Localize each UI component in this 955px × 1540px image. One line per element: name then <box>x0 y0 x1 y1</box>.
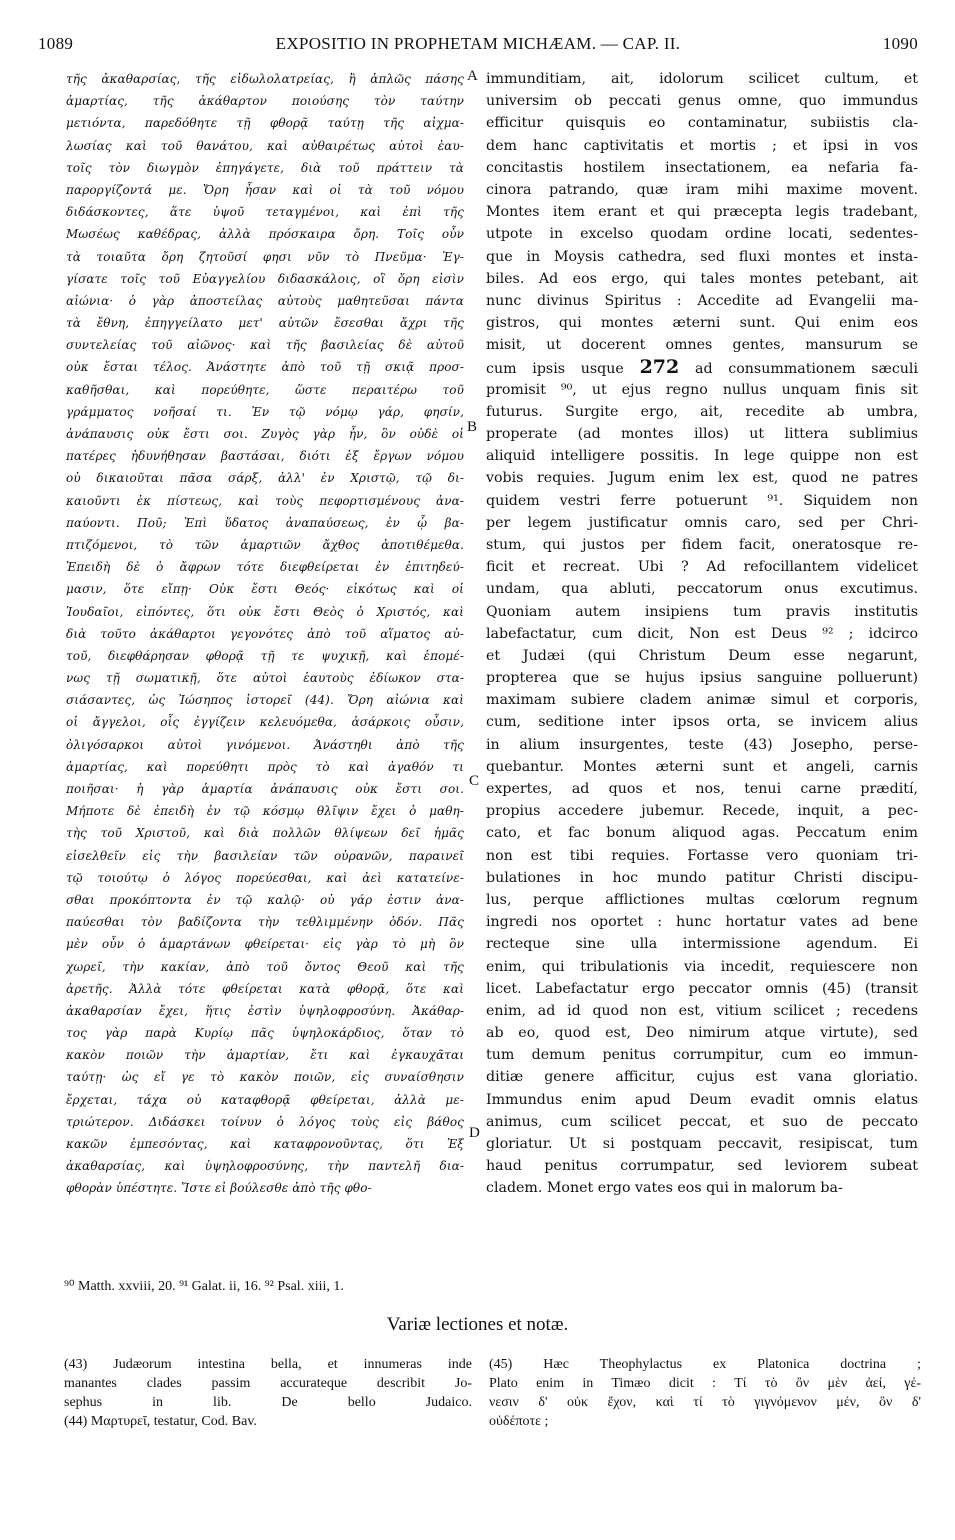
greek-line: οὐ δικαιοῦται πᾶσα σάρξ, ἀλλ' ἐν Χριστῷ, τῷ δι- <box>66 471 464 486</box>
greek-line: πτιζόμενοι, τὸ τῶν ἁμαρτιῶν ἄχθος ἀποτιθέμεθα. <box>66 537 464 552</box>
note-line: (45) Hæc Theophylactus ex Platonica doctrina ; <box>489 1357 921 1372</box>
latin-line: expertes, ad quos et nos, tenui carne prædití, <box>486 781 918 797</box>
latin-line: propius accedere jubemur. Recede, inquit, a pec- <box>486 803 918 820</box>
latin-line: quidem vestri ferre potuerunt ⁹¹. Siquidem non <box>486 492 918 509</box>
greek-line: γράμματος νοῆσαί τι. Ἐν τῷ νόμῳ γάρ, φησίν, <box>66 404 464 419</box>
latin-line: efficitur quisquis eo contaminatur, subiistis cla- <box>486 115 918 132</box>
latin-line: et Judæi (qui Christum Deum esse negarunt, <box>486 647 918 664</box>
latin-line: cinora patrando, quæ iram mihi maxime movent. <box>486 181 918 198</box>
notes-left <box>64 1355 472 1431</box>
greek-line: ἔρχεται, τάχα οὐ καταφθορᾷ φθείρεται, ἀλλὰ με- <box>66 1092 464 1107</box>
greek-line: ἀνάπαυσις οὐκ ἔστι σοι. Ζυγὸς γὰρ ἦν, ὃν οὐδὲ οἱ <box>66 427 464 441</box>
note-line: manantes clades passim accurateque describit Jo- <box>64 1376 472 1391</box>
latin-line: promisit ⁹⁰, ut ejus regno nullus unquam finis sit <box>486 381 918 398</box>
latin-line: concitastis hostilem insectationem, ea nefaria fa- <box>486 159 918 176</box>
greek-line: τοῦ, διεφθάρησαν φθορᾷ τῇ τε ψυχικῇ, καὶ ἑπομέ- <box>66 648 464 663</box>
latin-line: Immundus enim apud Deum evadit omnis elatus <box>486 1091 918 1108</box>
margin-letter-b: B <box>467 419 478 435</box>
greek-line: τὰ ἔθνη, ἐπηγγείλατο μετ' αὐτῶν ἔσεσθαι ἄχρι τῆς <box>66 316 464 331</box>
greek-line: αἰώνια· ὁ γὰρ ἀποστείλας αὐτοὺς μαθητεῦσαι πάντα <box>66 293 464 308</box>
greek-line: ὀλιγόσαρκοι αὐτοὶ γινόμενοι. Ἀνάστηθι ἀπὸ τῆς <box>66 737 464 752</box>
greek-line: οὐκ ἔσται τέλος. Ἀνάστητε ἀπὸ τοῦ τῇ σκιᾷ προσ- <box>66 360 464 375</box>
greek-line: Ἰουδαῖοι, εἰπόντες, ὅτι οὐκ ἔστι Θεὸς ὁ Χριστός, καὶ <box>66 604 464 619</box>
latin-line: ditiæ genere afficitur, cujus est vana gloriatio. <box>486 1069 918 1086</box>
greek-line: εἰσελθεῖν εἰς τὴν βασιλείαν τῶν οὐρανῶν, παραινεῖ <box>66 848 464 863</box>
greek-line: κακῶν ἐμπεσόντας, καὶ καταφρονοῦντας, ὅτι Ἐξ <box>66 1137 464 1151</box>
greek-line: σθαι προκόπτοντα ἐν τῷ καλῷ· οὐ γάρ ἐστιν ἀνα- <box>66 892 464 907</box>
latin-line: ab eo, quod est, Deo nimirum atque virtute), sed <box>486 1025 918 1042</box>
notes-heading: Variæ lectiones et notæ. <box>386 1314 569 1335</box>
note-line: (44) Μαρτυρεῖ, testatur, Cod. Bav. <box>64 1414 257 1429</box>
latin-line: quebantur. Montes æterni sunt et angeli, carnis <box>486 758 918 775</box>
latin-line: cladem. Monet ergo vates eos qui in malorum ba- <box>486 1180 843 1197</box>
greek-line: φθορὰν ὑπέστητε. Ἴστε εἰ βούλεσθε ἀπὸ τῆς φθο- <box>66 1181 372 1196</box>
latin-line: lus, perque afflictiones multas cœlorum regnum <box>486 891 918 908</box>
greek-line: συντελείας τοῦ αἰῶνος· καὶ τῆς βασιλείας δὲ αὐτοῦ <box>66 338 464 353</box>
greek-line: νως τῇ σωματικῇ, ὅτε αὐτοὶ ἑαυτοὺς ἐδίωκον στα- <box>66 671 464 686</box>
latin-line: Montes item erant et qui præcepta legis tradebant, <box>486 204 918 221</box>
greek-line: τῷ τοιούτῳ ὁ λόγος πορεύεσθαι, καὶ ἀεὶ κατατείνε- <box>66 870 464 885</box>
greek-line: πατέρες ἠδυνήθησαν βαστάσαι, διότι ἐξ ἔργων νόμου <box>66 449 464 464</box>
page-number-right: 1090 <box>882 34 918 53</box>
greek-line: διὰ τοῦτο ἀκάθαρτοι γεγονότες ἀπὸ τοῦ αἵματος αὐ- <box>66 626 464 641</box>
latin-line: in alium insurgentes, teste (43) Josepho, perse- <box>486 736 918 753</box>
greek-line: ἀκαθαρσίαν ἔχει, ἥτις ἐστὶν ὑψηλοφροσύνη. Ἀκάθαρ- <box>66 1003 464 1018</box>
latin-column <box>486 68 918 1200</box>
latin-line: biles. Ad eos ergo, qui tales montes petebant, ait <box>486 270 918 287</box>
running-title: EXPOSITIO IN PROPHETAM MICHÆAM. — CAP. II. <box>275 34 681 53</box>
latin-line: dem hanc captivitatis et mortis ; et ipsi in vos <box>486 137 918 154</box>
greek-line: τὰ τοιαῦτα ὄρη ζητοῦσί φησι νῦν τὸ Πνεῦμα· Ἐγ- <box>66 249 464 264</box>
greek-line: ἁμαρτίας, τῆς ἀκάθαρτον ποιούσης τὸν ταύτην <box>66 94 464 109</box>
latin-line: propterea que se hujus ipsius sanguine polluerunt) <box>486 670 918 687</box>
greek-line: ἀρετῆς. Ἀλλὰ τότε φθείρεται κατὰ φθορᾷ, ὅτε καὶ <box>66 981 464 996</box>
note-line: sephus in lib. De bello Judaico. <box>64 1395 472 1410</box>
latin-line: ficit et recreat. Ubi ? Ad refocillantem videlicet <box>486 559 918 576</box>
greek-line: ἀκαθαρσίας, καὶ ὑψηλοφροσύνης, τὴν παντελῆ δια- <box>66 1159 464 1174</box>
greek-line: λωσίας καὶ τοῦ θανάτου, καὶ αὐθαιρέτως αὐτοὶ ἑαυ- <box>66 138 464 153</box>
latin-line: aliquid intelligere possitis. In lege quippe non est <box>486 448 918 465</box>
note-line: νεσιν δ' οὐκ ἔχον, καὶ τί τὸ γιγνόμενον μέν, ὂν δ' <box>489 1395 921 1410</box>
latin-line: enim, qui tribulationis via incedit, requiescere non <box>486 958 918 975</box>
latin-line: misit, ut docerent omnes gentes, mansurum se <box>486 337 918 354</box>
greek-line: διδάσκοντες, ἅτε ὑψοῦ τεταγμένοι, καὶ ἐπὶ τῆς <box>66 205 464 220</box>
latin-line: recteque sine ulla intermissione agendum. Ei <box>486 936 918 953</box>
greek-line: τῆς ἀκαθαρσίας, τῆς εἰδωλολατρείας, ἢ ἁπλῶς πάσης <box>66 72 464 86</box>
greek-line: οἱ ἄγγελοι, οἷς ἐγγίζειν κελευόμεθα, ἀσάρκοις οὖσιν, <box>66 715 464 730</box>
latin-line: animus, cum scilicet peccat, et suo de peccato <box>486 1113 918 1130</box>
note-line: οὐδέποτε ; <box>489 1414 549 1429</box>
latin-line: per legem justificatur omnis caro, sed per Chri- <box>486 514 918 531</box>
greek-line: Ἐπειδὴ δὲ ὁ ἄφρων τότε διεφθείρεται ἐν ἐπιτηδεύ- <box>66 560 464 575</box>
latin-line: licet. Labefactatur ergo peccator omnis (45) (transit <box>486 980 918 997</box>
footnote-references: ⁹⁰ Matth. xxviii, 20. ⁹¹ Galat. ii, 16. ⁹² Psal. xiii, 1. <box>64 1279 344 1294</box>
greek-line: μὲν οὖν ὁ ἁμαρτάνων φθείρεται· εἰς γὰρ τὸ μὴ ὂν <box>66 937 464 952</box>
latin-line: ingredi nos oportet : hunc hortatur vates ad bene <box>486 914 918 931</box>
greek-line: γίσατε τοῖς τοῦ Εὐαγγελίου διδασκάλοις, οἳ ὄρη εἰσὶν <box>66 271 464 286</box>
latin-line: haud penitus corrumpatur, sed leviorem subeat <box>486 1158 918 1175</box>
greek-line: ποιῆσαι· ἡ γὰρ ἁμαρτία ἀνάπαυσις οὐκ ἔστι σοι. <box>66 782 464 796</box>
page-number-left: 1089 <box>38 34 74 53</box>
latin-line: stum, qui justos per fidem facit, oneratosque re- <box>486 536 918 553</box>
latin-line: properate (ad montes illos) ut littera sublimius <box>486 426 918 442</box>
margin-letter-c: C <box>469 773 480 789</box>
greek-line: τὴς τοῦ Χριστοῦ, καὶ διὰ πολλῶν θλίψεων δεῖ ἡμᾶς <box>66 826 464 841</box>
greek-line: παύεσθαι τὸν βαδίζοντα τὴν τεθλιμμένην ὁδόν. Πᾶς <box>66 915 464 930</box>
greek-line: τοῖς τὸν διωγμὸν ἐπηγάγετε, διὰ τοῦ πράττειν τὰ <box>66 160 464 175</box>
running-head <box>38 34 918 58</box>
latin-line: universim ob peccati genus omne, quo immundus <box>486 93 918 110</box>
latin-line: bulationes in hoc mundo patitur Christi discipu- <box>486 869 918 886</box>
latin-line: Quoniam autem insipiens tum pravis institutis <box>486 603 918 620</box>
latin-line: cato, et fac bonum aliquod agas. Peccatum enim <box>486 825 918 842</box>
greek-line: σιάσαντες, ὡς Ἰώσηπος ἱστορεῖ (44). Ὄρη αἰώνια καὶ <box>66 693 464 708</box>
latin-line: gistros, qui montes æterni sunt. Qui enim eos <box>486 315 918 332</box>
latin-line: labefactatur, cum dicit, Non est Deus ⁹² ; idcirco <box>486 625 918 642</box>
greek-line: τος γὰρ παρὰ Κυρίῳ πᾶς ὑψηλοκάρδιος, ὅταν τὸ <box>66 1026 464 1041</box>
greek-line: καθῆσθαι, καὶ πορεύθητε, ὥστε περαιτέρω τοῦ <box>66 382 464 397</box>
greek-line: κακὸν ποιῶν τὴν ἁμαρτίαν, ἔτι καὶ ἐγκαυχᾶται <box>66 1048 464 1063</box>
greek-line: τριώτερον. Διδάσκει τοίνυν ὁ λόγος τοὺς εἰς βάθος <box>66 1114 464 1129</box>
latin-line: nunc divinus Spiritus : Accedite ad Evangelii ma- <box>486 292 918 309</box>
greek-line: ἁμαρτίας, καὶ πορεύθητι πρὸς τὸ καὶ ἀγαθόν τι <box>66 759 464 774</box>
greek-line: χωρεῖ, τὴν κακίαν, ἀπὸ τοῦ ὄντος Θεοῦ καὶ τῆς <box>66 959 464 974</box>
greek-line: παροργίζοντά με. Ὄρη ἦσαν καὶ οἱ τὰ τοῦ νόμου <box>66 182 464 197</box>
latin-line: gloriatur. Ut si postquam peccavit, resipiscat, tum <box>486 1136 918 1152</box>
greek-line: μετιόντα, παρεδόθητε τῇ φθορᾷ ταύτῃ τῆς αἰχμα- <box>66 116 464 131</box>
latin-line: non est tibi requies. Fortasse vero quoniam tri- <box>486 847 918 864</box>
latin-line: futurus. Surgite ergo, ait, recedite ab umbra, <box>486 403 918 420</box>
page-marker: 272 <box>639 356 680 379</box>
greek-line: μασιν, ὅτε εἴπῃ· Οὐκ ἔστι Θεός· εἰκότως καὶ οἱ <box>66 582 464 597</box>
greek-line: παύοντι. Ποῦ; Ἐπὶ ὕδατος ἀναπαύσεως, ἐν ᾧ βα- <box>66 515 464 530</box>
greek-column <box>66 68 464 1200</box>
latin-line: tum demum penitus corrumpitur, cum eo immun- <box>486 1047 918 1064</box>
latin-line: vobis requies. Jugum enim lex est, quod ne patres <box>486 470 918 487</box>
latin-line: maximam subiere cladem animæ simul et corporis, <box>486 692 918 709</box>
margin-letter-a: A <box>467 68 478 84</box>
note-line: (43) Judæorum intestina bella, et innumeras inde <box>64 1357 472 1372</box>
greek-line: Μήποτε δὲ ἐπειδὴ ἐν τῷ κόσμῳ θλῖψιν ἔχει ὁ μαθη- <box>66 804 464 819</box>
notes-right <box>489 1355 921 1431</box>
greek-line: ταύτῃ· ὡς εἴ γε τὸ κακὸν ποιῶν, εἰς συναίσθησιν <box>66 1070 464 1085</box>
latin-line: undam, qua abluti, peccatorum onus excutimus. <box>486 581 918 598</box>
margin-letter-d: D <box>469 1125 480 1141</box>
latin-line: que in Moysis cathedra, sed fluxi montes et insta- <box>486 248 918 265</box>
latin-line: cum ipsis usque 272 ad consummationem sæculi <box>486 356 918 379</box>
greek-line: Μωσέως καθέδρας, ἀλλὰ πρόσκαιρα ὄρη. Τοῖς οὖν <box>66 227 464 242</box>
latin-line: immunditiam, ait, idolorum scilicet cultum, et <box>486 71 918 87</box>
latin-line: enim, ad id quod non est, vitium scilicet ; recedens <box>486 1002 918 1019</box>
latin-line: cum, seditione inter ipsos orta, se invicem alius <box>486 714 918 731</box>
note-line: Plato enim in Timæo dicit : Τί τὸ ὂν μὲν ἀεί, γέ- <box>489 1376 921 1391</box>
greek-line: καιοῦντι ἐκ πίστεως, καὶ τοὺς πεφορτισμένους ἀνα- <box>66 493 464 508</box>
latin-line: utpote in excelso quodam ordine locati, sedentes- <box>486 226 918 243</box>
